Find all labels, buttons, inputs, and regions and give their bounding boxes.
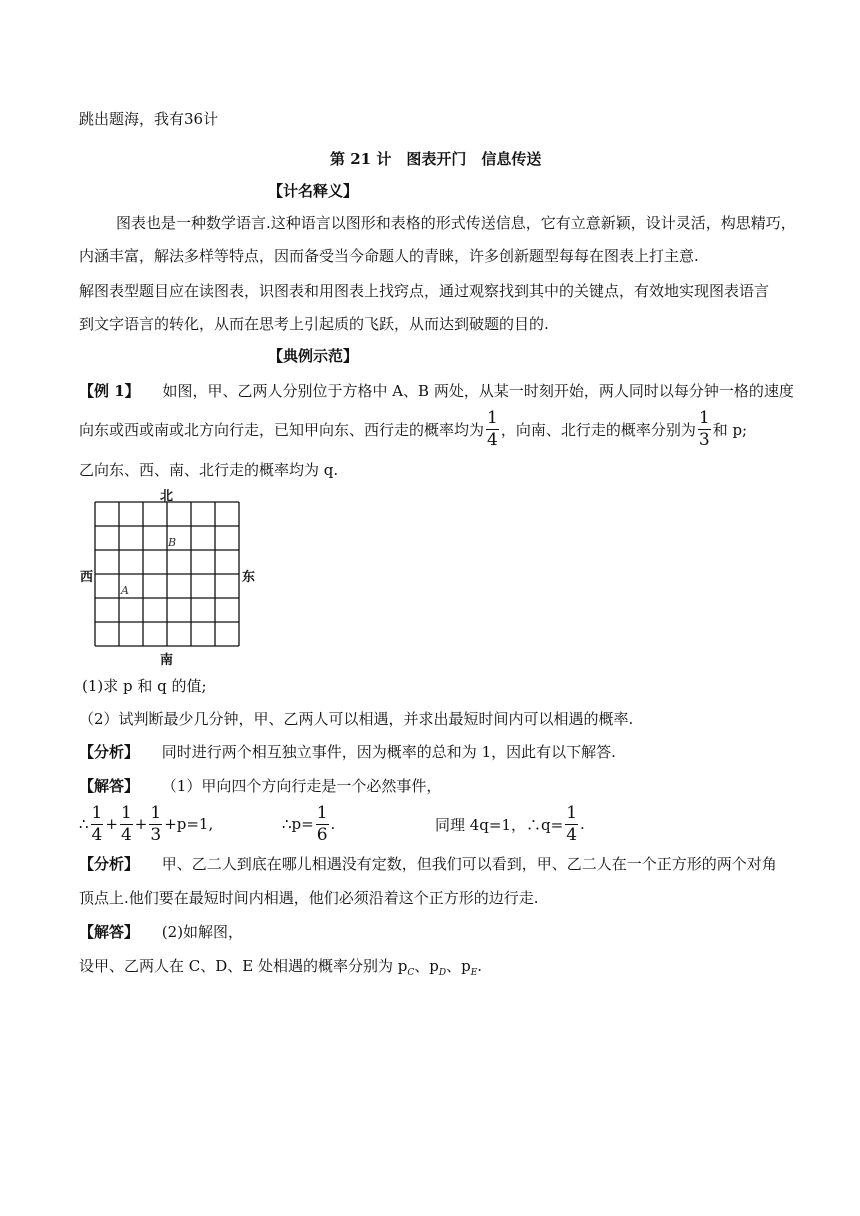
para2-line2: 到文字语言的转化，从而在思考上引起质的飞跃，从而达到破题的目的. <box>79 315 549 333</box>
frac-a: $\frac{1}{4}$ <box>91 802 103 845</box>
sub-e: E <box>470 968 478 978</box>
period-1: . <box>330 815 336 833</box>
sep-3: . <box>477 957 483 975</box>
period-2: . <box>580 815 585 833</box>
answer-1-tag: 【解答】 <box>79 777 140 795</box>
p-eq-one: +p=1, <box>164 815 214 833</box>
frac-b: $\frac{1}{4}$ <box>120 802 132 845</box>
label-east: 东 <box>242 570 256 585</box>
grid-lines <box>95 502 239 646</box>
plus-2: + <box>134 815 148 833</box>
question-2: （2）试判断最少几分钟，甲、乙两人可以相遇，并求出最短时间内可以相遇的概率. <box>79 710 634 728</box>
example-line1 <box>79 380 794 401</box>
para1-line1: 图表也是一种数学语言.这种语言以图形和表格的形式传送信息，它有立意新颖，设计灵活，构思精巧， <box>116 214 796 232</box>
equation-p <box>282 798 335 850</box>
analysis-2 <box>79 853 777 874</box>
analysis-1-text: 同时进行两个相互独立事件，因为概率的总和为 1，因此有以下解答. <box>161 743 616 761</box>
label-west: 西 <box>80 570 94 585</box>
answer-1-text: （1）甲向四个方向行走是一个必然事件， <box>161 777 442 795</box>
plus-1: + <box>105 815 118 833</box>
frac-c: $\frac{1}{3}$ <box>150 802 162 845</box>
frac-p: $\frac{1}{6}$ <box>316 802 328 845</box>
point-a-label: A <box>121 584 129 597</box>
last-line <box>79 955 482 978</box>
section-heading-meaning: 【计名释义】 <box>268 182 359 200</box>
grid-figure <box>80 485 270 668</box>
fraction-one-quarter: $\frac{1}{4}$ <box>487 407 498 450</box>
analysis-2-text: 甲、乙二人到底在哪儿相遇没有定数，但我们可以看到，甲、乙二人在一个正方形的两个对角 <box>161 855 777 873</box>
example-text-2a: 向东或西或南或北方向行走，已知甲向东、西行走的概率均为 <box>79 420 485 439</box>
answer-2 <box>79 921 243 942</box>
analysis-1 <box>79 741 616 762</box>
example-text-2b: ，向南、北行走的概率分别为 <box>500 420 696 439</box>
analysis-1-tag: 【分析】 <box>79 743 140 761</box>
equation-sum <box>79 798 213 850</box>
fraction-one-third: $\frac{1}{3}$ <box>698 407 710 450</box>
example-line2 <box>79 404 747 454</box>
therefore-symbol-2: ∴ <box>282 815 292 833</box>
section-heading-examples: 【典例示范】 <box>268 347 359 365</box>
sep-1: 、p <box>414 957 439 975</box>
label-south: 南 <box>160 653 174 668</box>
answer-2-text: (2)如解图， <box>161 923 244 941</box>
p-equals: p= <box>291 815 314 833</box>
last-line-text: 设甲、乙两人在 C、D、E 处相遇的概率分别为 p <box>79 957 408 975</box>
example-tag: 【例 1】 <box>79 382 140 400</box>
sep-2: 、p <box>446 957 471 975</box>
therefore-symbol: ∴ <box>79 815 89 833</box>
sub-d: D <box>438 968 447 978</box>
answer-2-tag: 【解答】 <box>79 923 140 941</box>
chapter-title: 第 21 计 图表开门 信息传送 <box>330 150 542 168</box>
question-1: (1)求 p 和 q 的值; <box>82 677 207 695</box>
answer-1 <box>79 775 441 796</box>
similarly-text: 同理 4q=1，∴q= <box>435 815 564 834</box>
para1-line2: 内涵丰富，解法多样等特点，因而备受当今命题人的青睐，许多创新题型每每在图表上打主意. <box>79 247 699 265</box>
analysis-2-tag: 【分析】 <box>79 855 140 873</box>
equation-q <box>435 798 585 850</box>
page-header: 跳出题海，我有36计 <box>79 110 219 128</box>
point-b-label: B <box>168 536 177 549</box>
para2-line1: 解图表型题目应在读图表，识图表和用图表上找窍点，通过观察找到其中的关键点，有效地实现图表语言 <box>79 282 770 300</box>
label-north: 北 <box>160 489 174 504</box>
example-line3: 乙向东、西、南、北行走的概率均为 q. <box>79 461 339 479</box>
analysis-2-line2: 顶点上.他们要在最短时间内相遇，他们必须沿着这个正方形的边行走. <box>79 889 539 907</box>
equation-line <box>79 798 779 850</box>
sub-c: C <box>407 968 415 978</box>
frac-q: $\frac{1}{4}$ <box>566 802 578 845</box>
example-text-2c: 和 p; <box>712 420 748 439</box>
example-text-1: 如图，甲、乙两人分别位于方格中 A、B 两处，从某一时刻开始，两人同时以每分钟一格的速度 <box>162 382 794 400</box>
